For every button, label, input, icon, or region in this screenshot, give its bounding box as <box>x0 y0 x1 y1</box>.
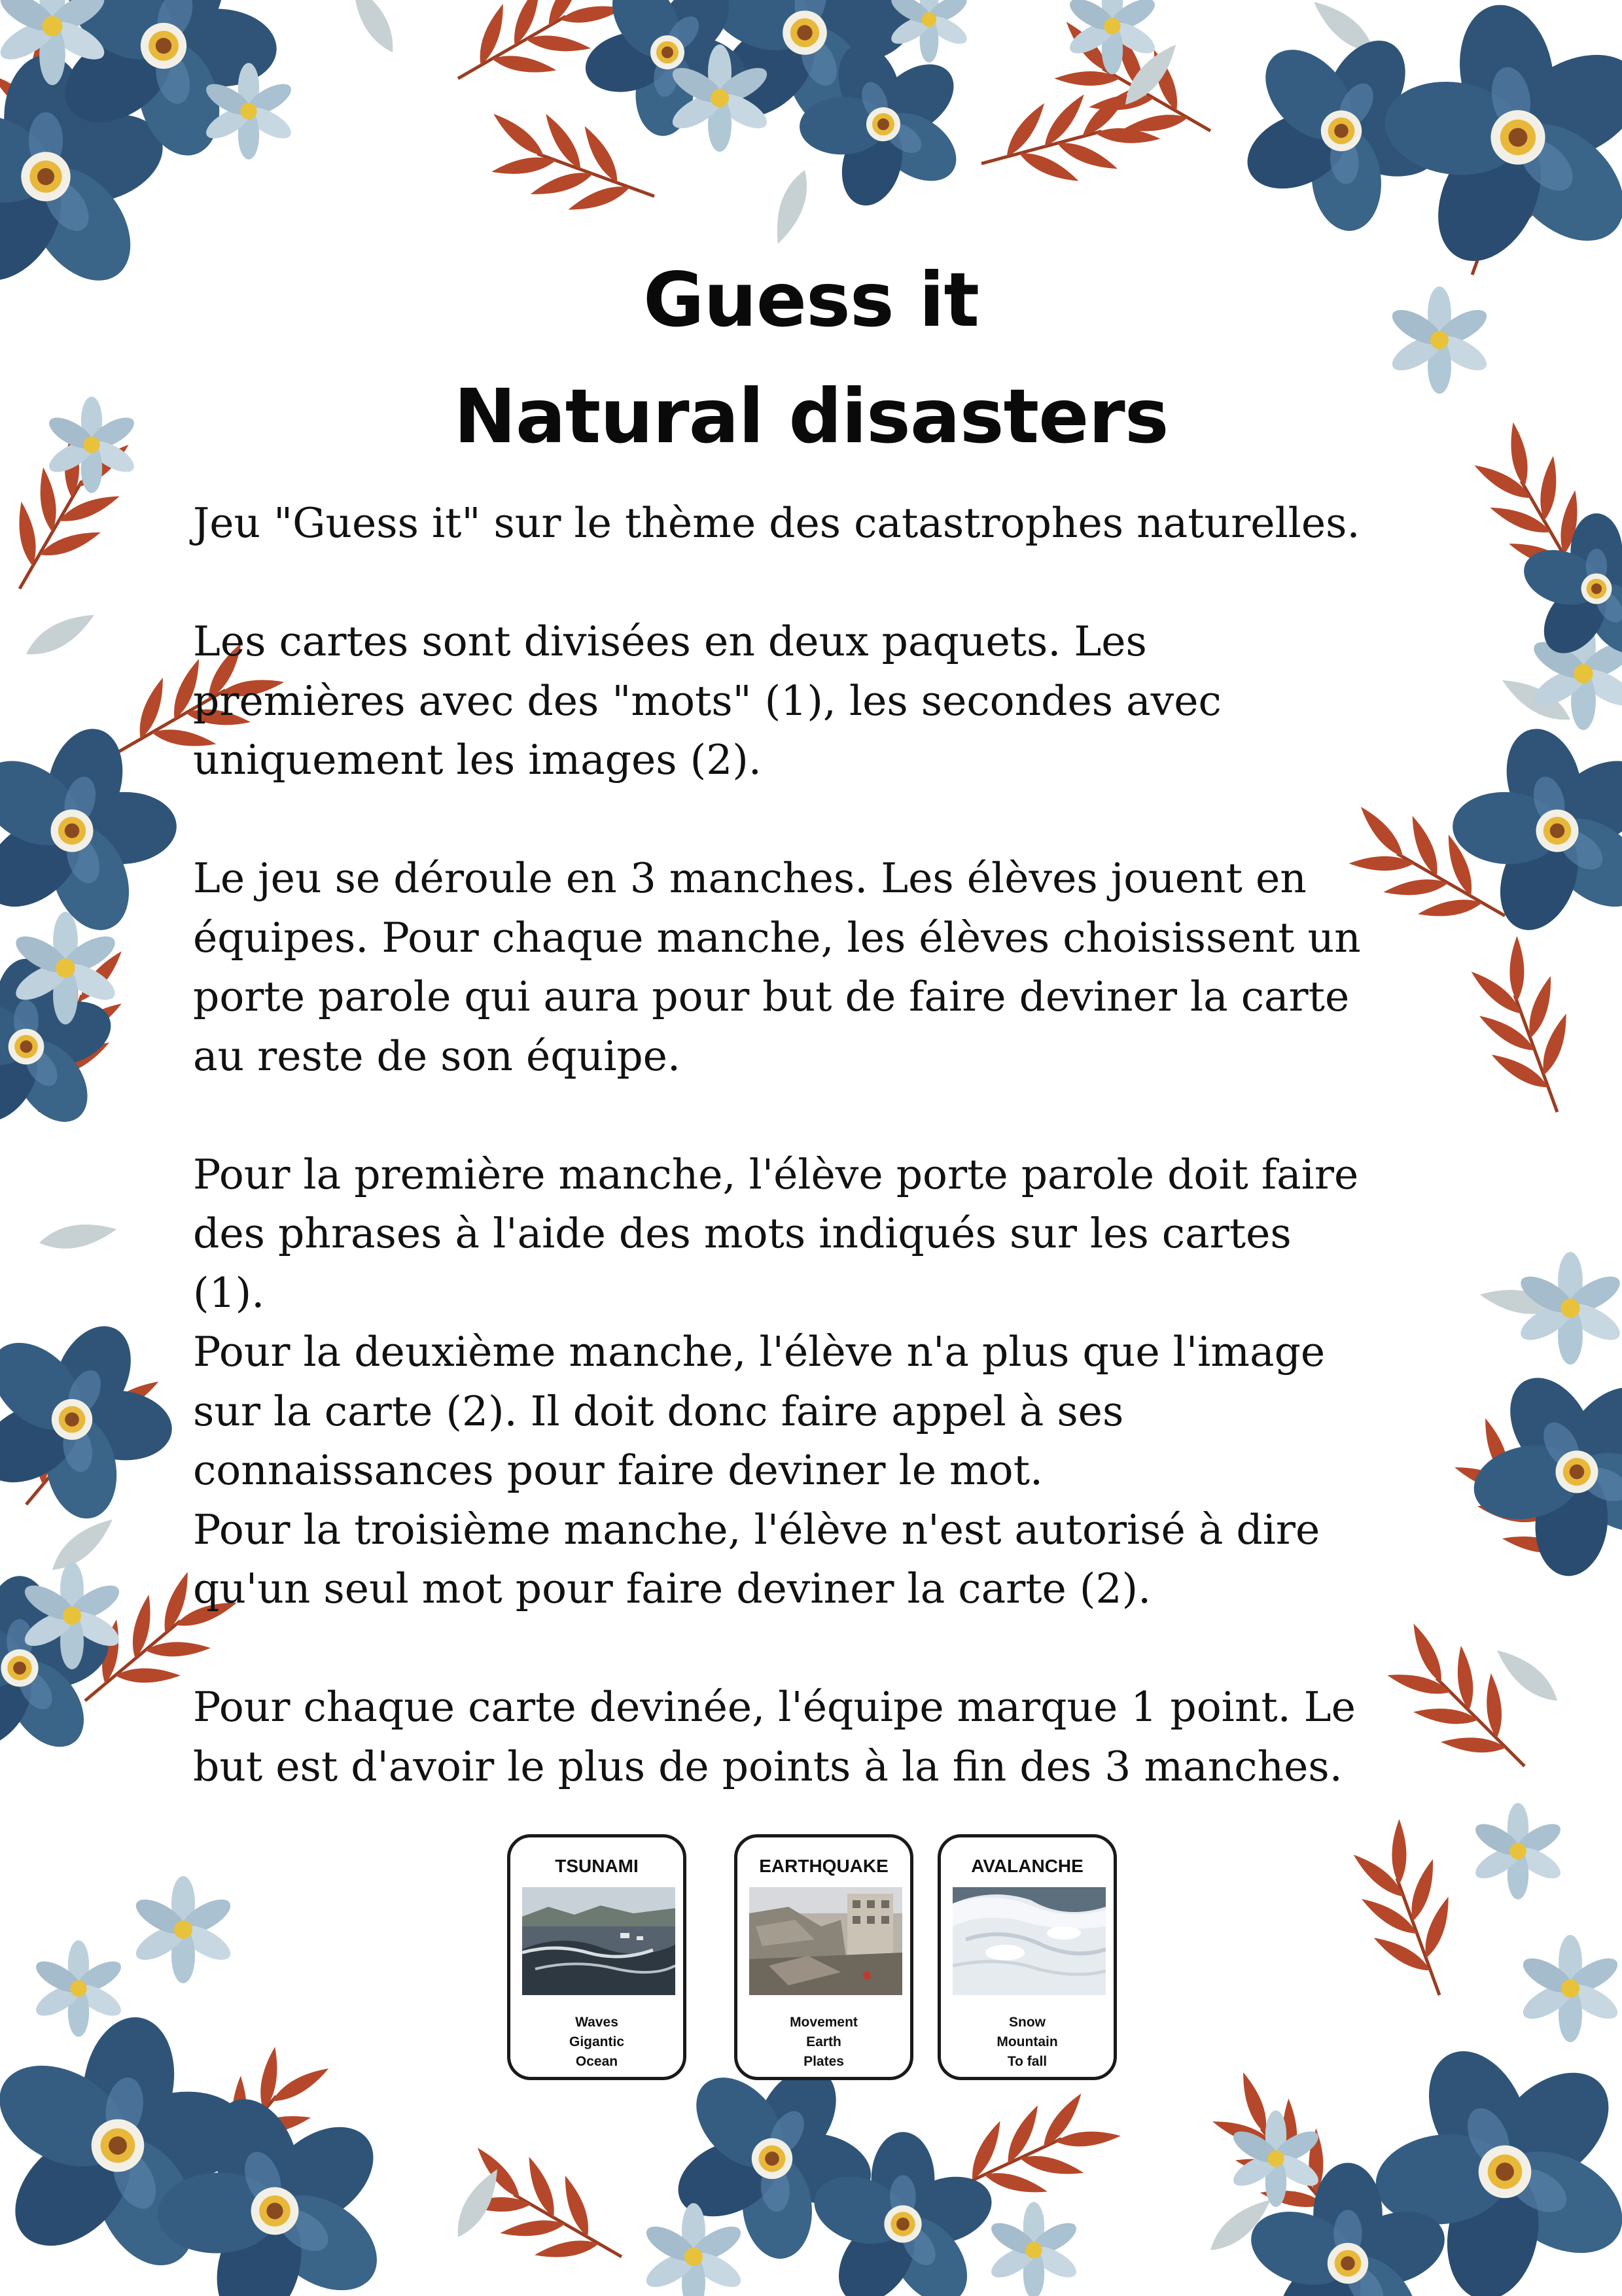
text-line: premières avec des "mots" (1), les secondes avec <box>193 676 1222 725</box>
title-guess-it: Guess it <box>643 256 979 343</box>
rules-text <box>193 494 1436 1796</box>
card-title: AVALANCHE <box>971 1856 1084 1876</box>
text-line: au reste de son équipe. <box>193 1032 680 1080</box>
paragraph-round-rules <box>193 1145 1436 1619</box>
text-line: uniquement les images (2). <box>193 736 762 784</box>
card-words <box>510 2013 683 2072</box>
avalanche-photo <box>953 1887 1106 1995</box>
paragraph-scoring <box>193 1678 1436 1796</box>
card-earthquake <box>734 1834 913 2080</box>
paragraph-rounds <box>193 849 1436 1086</box>
text-line: qu'un seul mot pour faire deviner la carte (2). <box>193 1565 1152 1612</box>
card-title: TSUNAMI <box>555 1856 639 1876</box>
title-natural-disasters: Natural disasters <box>453 373 1169 460</box>
card-word: Mountain <box>996 2034 1058 2049</box>
text-line: Pour chaque carte devinée, l'équipe marque 1 point. Le <box>193 1683 1356 1731</box>
card-word: Earth <box>806 2034 841 2049</box>
text-line: Pour la troisième manche, l'élève n'est autorisé à dire <box>193 1505 1320 1554</box>
card-word: Waves <box>575 2015 618 2030</box>
text-line: Jeu "Guess it" sur le thème des catastrophes naturelles. <box>193 499 1360 547</box>
card-word: Ocean <box>575 2054 618 2069</box>
earthquake-photo <box>749 1887 902 1995</box>
card-words <box>941 2013 1114 2072</box>
card-title: EARTHQUAKE <box>759 1856 889 1876</box>
card-words <box>737 2013 910 2072</box>
card-avalanche <box>938 1834 1117 2080</box>
paragraph-intro <box>193 494 1436 553</box>
text-line: Pour la première manche, l'élève porte parole doit faire <box>193 1150 1359 1198</box>
text-line: sur la carte (2). Il doit donc faire appel à ses <box>193 1387 1124 1435</box>
text-line: but est d'avoir le plus de points à la fin des 3 manches. <box>193 1742 1343 1790</box>
card-word: Gigantic <box>569 2034 624 2049</box>
card-tsunami <box>507 1834 686 2080</box>
text-line: porte parole qui aura pour but de faire deviner la carte <box>193 973 1350 1020</box>
text-line: équipes. Pour chaque manche, les élèves choisissent un <box>193 913 1361 962</box>
card-word: Snow <box>1009 2015 1046 2030</box>
text-line: (1). <box>193 1268 265 1317</box>
card-word: Plates <box>803 2054 844 2069</box>
text-line: des phrases à l'aide des mots indiqués sur les cartes <box>193 1209 1292 1257</box>
card-word: Movement <box>790 2015 858 2030</box>
text-line: Les cartes sont divisées en deux paquets. Les <box>193 617 1147 665</box>
text-line: Le jeu se déroule en 3 manches. Les élèves jouent en <box>193 854 1307 902</box>
paragraph-decks <box>193 612 1436 790</box>
text-line: Pour la deuxième manche, l'élève n'a plus que l'image <box>193 1328 1326 1376</box>
card-word: To fall <box>1007 2054 1048 2069</box>
tsunami-photo <box>522 1887 675 1995</box>
text-line: connaissances pour faire deviner le mot. <box>193 1446 1044 1494</box>
